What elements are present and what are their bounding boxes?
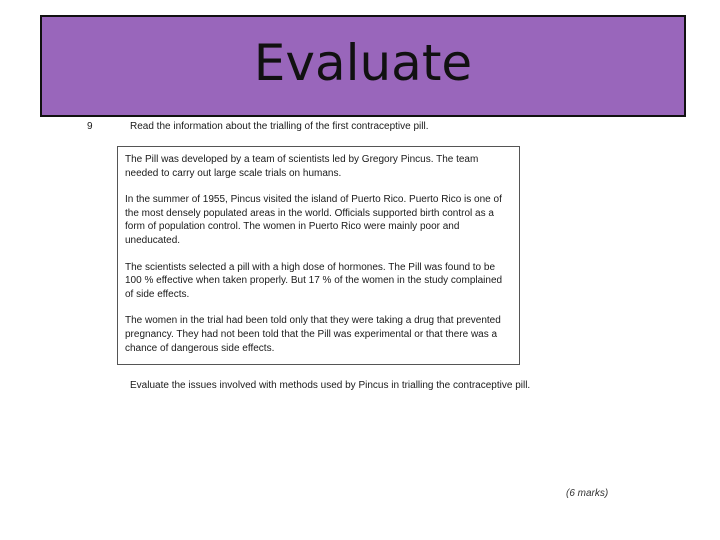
slide-title: Evaluate	[253, 34, 473, 92]
info-paragraph: In the summer of 1955, Pincus visited the island of Puerto Rico. Puerto Rico is one of the most densely populated areas in the world. Officials supported birth control as a form of population control. The women in Puerto Rico were mainly poor and uneducated.	[125, 194, 502, 246]
question-intro: Read the information about the trialling of the first contraceptive pill.	[130, 121, 429, 132]
info-paragraph: The scientists selected a pill with a high dose of hormones. The Pill was found to be 100 % effective when taken properly. But 17 % of the women in the study complained of side effects.	[125, 261, 503, 300]
marks-label: (6 marks)	[566, 488, 609, 499]
info-paragraph: The Pill was developed by a team of scientists led by Gregory Pincus. The team needed to carry out large scale trials on humans.	[125, 154, 479, 179]
question-number: 9	[87, 121, 93, 132]
info-paragraph: The women in the trial had been told only that they were taking a drug that prevented pregnancy. They had not been told that the Pill was experimental or that there was a chance of dangerous side effects.	[125, 315, 501, 354]
title-banner	[40, 15, 686, 117]
question-task: Evaluate the issues involved with methods used by Pincus in trialling the contraceptive pill.	[130, 380, 531, 391]
information-box	[117, 146, 520, 365]
